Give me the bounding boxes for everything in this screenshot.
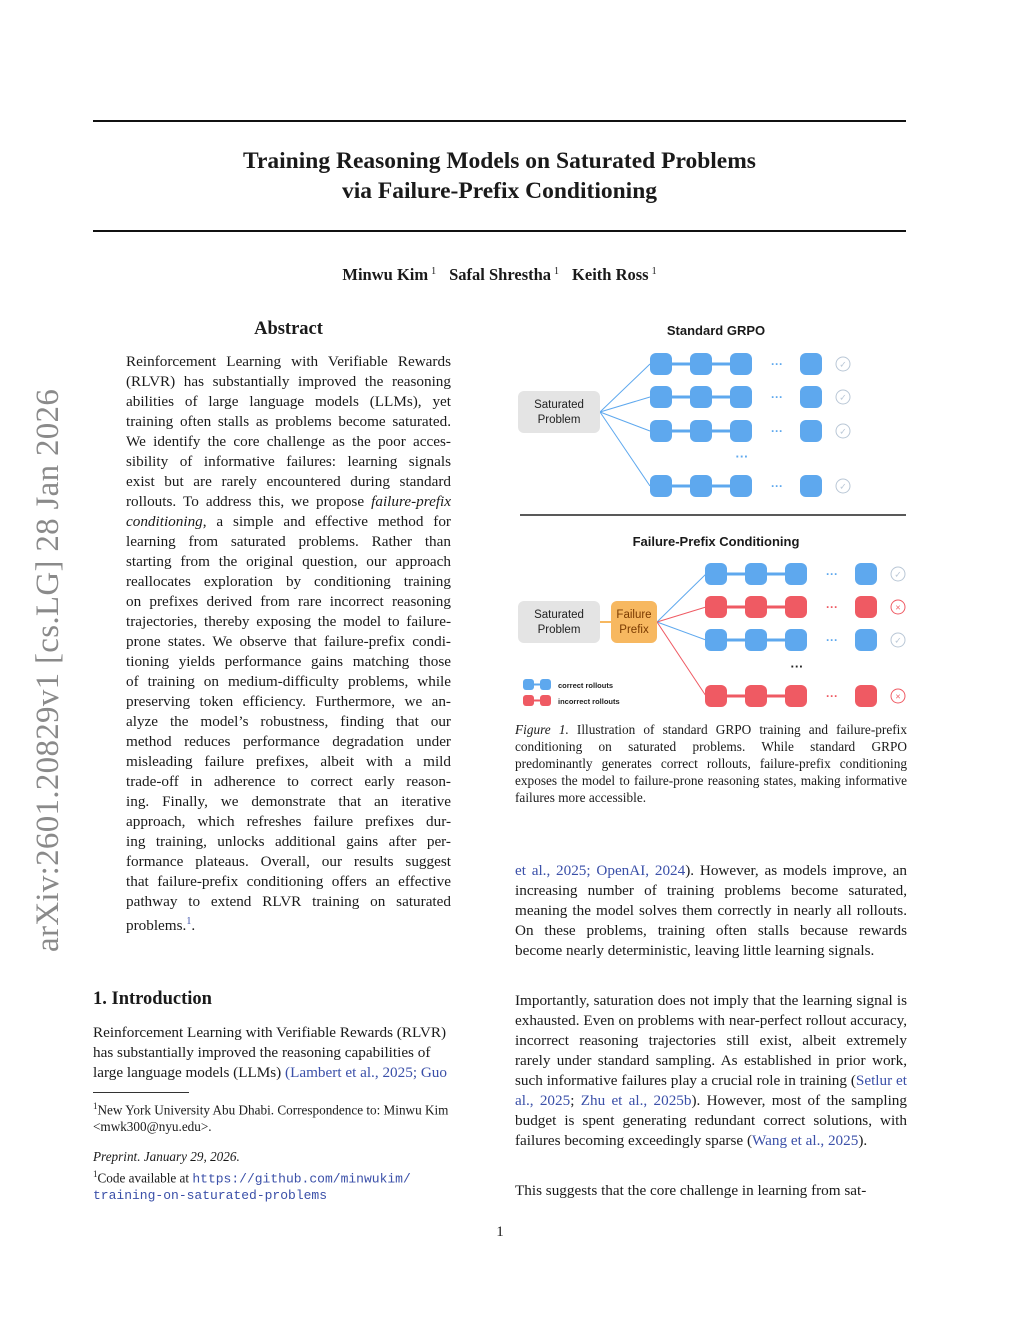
correct-final-node bbox=[800, 420, 822, 442]
abstract-line: method reduces performance degradation under bbox=[126, 733, 451, 750]
title-top-rule bbox=[93, 120, 906, 122]
right-paragraph-3: This suggests that the core challenge in learning from sat- bbox=[515, 1182, 867, 1199]
check-icon-glyph: ✓ bbox=[839, 481, 847, 492]
cross-icon-glyph: × bbox=[895, 602, 901, 613]
abstract-line: We identify the core challenge as the poor acces- bbox=[126, 433, 451, 450]
legend-correct-label: correct rollouts bbox=[558, 681, 614, 690]
footnote-code bbox=[93, 1166, 493, 1204]
failure-prefix-label: Prefix bbox=[619, 624, 649, 636]
abstract-heading: Abstract bbox=[254, 319, 323, 339]
rollout-ellipsis: ··· bbox=[826, 567, 838, 581]
correct-step-node bbox=[690, 475, 712, 497]
abstract-line: that failure-prefix conditioning offers an effective bbox=[126, 873, 451, 890]
arxiv-identifier: arXiv:2601.20829v1 [cs.LG] 28 Jan 2026 bbox=[30, 388, 66, 952]
correct-step-node bbox=[690, 353, 712, 375]
abstract-line: ing. Finally, we demonstrate that an iterative bbox=[126, 793, 451, 810]
correct-final-node bbox=[800, 353, 822, 375]
abstract-line: alyze the model’s robustness, finding that our bbox=[126, 713, 451, 730]
check-icon-glyph: ✓ bbox=[839, 359, 847, 370]
top-branch-lines bbox=[600, 364, 650, 486]
intro-line: large language models (LLMs) bbox=[93, 1064, 282, 1081]
code-url-link[interactable]: training-on-saturated-problems bbox=[93, 1188, 328, 1204]
abstract-line-text: problems. bbox=[126, 917, 187, 935]
author-affiliation: 1 bbox=[431, 266, 437, 277]
abstract-line: prone states. We observe that failure-prefix condi- bbox=[126, 633, 451, 650]
abstract-line: exist but are rarely encountered during standard bbox=[126, 473, 451, 490]
branch-line bbox=[600, 412, 650, 486]
correct-step-node bbox=[730, 420, 752, 442]
legend-incorrect-label: incorrect rollouts bbox=[558, 697, 620, 706]
abstract-line: abilities of large language models (LLMs), yet bbox=[126, 393, 451, 410]
correct-step-node bbox=[745, 563, 767, 585]
correct-step-node bbox=[730, 475, 752, 497]
correct-step-node bbox=[650, 386, 672, 408]
footnote-mark: 1 bbox=[93, 1169, 98, 1179]
abstract-line: approach, which refreshes failure prefixes dur- bbox=[126, 813, 451, 830]
correct-step-node bbox=[705, 563, 727, 585]
abstract-line: of training on medium-difficulty problems, while bbox=[126, 673, 451, 690]
figure-1 bbox=[510, 315, 910, 715]
abstract-line: training often stalls as problems become saturated. bbox=[126, 413, 451, 430]
correct-step-node bbox=[730, 386, 752, 408]
correct-final-node bbox=[800, 386, 822, 408]
title-bottom-rule bbox=[93, 230, 906, 232]
correct-step-node bbox=[745, 629, 767, 651]
citation-link[interactable]: et al., 2025; OpenAI, 2024 bbox=[515, 862, 686, 879]
citation-link[interactable]: Setlur et al., 2025 bbox=[515, 1072, 907, 1109]
correct-final-node bbox=[855, 629, 877, 651]
rollout-ellipsis: ··· bbox=[771, 424, 783, 438]
saturated-problem-label: Problem bbox=[537, 414, 581, 426]
author-name: Safal Shrestha bbox=[449, 265, 552, 284]
abstract-line: (RLVR) has substantially improved the reasoning bbox=[126, 373, 451, 390]
paper-title bbox=[93, 146, 906, 206]
abstract-line: preserving token efficiency. Furthermore, we an- bbox=[126, 693, 451, 710]
abstract-line: trade-off in adherence to correct early reason- bbox=[126, 773, 451, 790]
abstract-line: trajectories, thereby exposing the model to failure- bbox=[126, 613, 451, 630]
author-list bbox=[93, 265, 906, 285]
failure-prefix-box bbox=[611, 601, 657, 643]
intro-citation-link[interactable]: (Lambert et al., 2025; Guo bbox=[285, 1064, 447, 1081]
correct-step-node bbox=[785, 629, 807, 651]
saturated-problem-label: Saturated bbox=[534, 609, 584, 621]
more-rollouts-dots: ··· bbox=[790, 659, 804, 674]
page-number: 1 bbox=[496, 1224, 504, 1240]
abstract-line: Reinforcement Learning with Verifiable Rewards bbox=[126, 353, 451, 370]
footnote-text: New York University Abu Dhabi. Correspondence to: Minwu Kim <mwk300@nyu.edu>. bbox=[93, 1102, 449, 1135]
saturated-problem-label: Problem bbox=[537, 624, 581, 636]
abstract-line: ing training, unlocks additional gains after per- bbox=[126, 833, 451, 850]
figure-caption bbox=[515, 721, 907, 806]
figure-bottom-title: Failure-Prefix Conditioning bbox=[632, 534, 800, 549]
abstract-body bbox=[126, 352, 451, 936]
rollout-ellipsis: ··· bbox=[826, 689, 838, 703]
right-paragraph-1 bbox=[515, 861, 907, 961]
paragraph-text: Importantly, saturation does not imply that the learning signal is exhausted. Even on problems with near-perfect rollout accuracy, incorrect reasoning trajectories still exist, albeit extremely rarely under standard sampling. As established in prior work, such informative failures play a crucial role in training ( bbox=[515, 992, 907, 1089]
rollout-ellipsis: ··· bbox=[826, 633, 838, 647]
footnote-link[interactable]: 1 bbox=[186, 916, 192, 927]
intro-line: has substantially improved the reasoning capabilities of bbox=[93, 1044, 431, 1061]
correct-step-node bbox=[690, 420, 712, 442]
branch-line bbox=[657, 622, 706, 640]
check-icon-glyph: ✓ bbox=[894, 635, 902, 646]
legend-incorrect-swatch bbox=[540, 695, 551, 706]
saturated-problem-box bbox=[518, 601, 600, 643]
bottom-rollout-rows bbox=[705, 563, 905, 707]
incorrect-final-node bbox=[855, 685, 877, 707]
check-icon-glyph: ✓ bbox=[839, 392, 847, 403]
paragraph-text: ). bbox=[858, 1132, 868, 1149]
citation-link[interactable]: Wang et al., 2025 bbox=[752, 1132, 859, 1149]
correct-step-node bbox=[650, 420, 672, 442]
incorrect-step-node bbox=[745, 685, 767, 707]
rollout-ellipsis: ··· bbox=[826, 600, 838, 614]
incorrect-step-node bbox=[785, 596, 807, 618]
author-name: Keith Ross bbox=[572, 265, 649, 284]
incorrect-final-node bbox=[855, 596, 877, 618]
correct-step-node bbox=[690, 386, 712, 408]
intro-line: Reinforcement Learning with Verifiable Rewards (RLVR) bbox=[93, 1024, 447, 1041]
incorrect-step-node bbox=[705, 685, 727, 707]
preprint-date: Preprint. January 29, 2026. bbox=[93, 1149, 240, 1164]
correct-step-node bbox=[650, 353, 672, 375]
section-heading: 1. Introduction bbox=[93, 989, 212, 1009]
author-affiliation: 1 bbox=[651, 266, 657, 277]
citation-link[interactable]: Zhu et al., 2025b bbox=[580, 1092, 692, 1109]
abstract-line: tioning yields performance gains matching those bbox=[126, 653, 451, 670]
abstract-line: learning from saturated problems. Rather than bbox=[126, 533, 451, 550]
intro-paragraph bbox=[93, 1023, 485, 1083]
abstract-line: formance plateaus. Overall, our results suggest bbox=[126, 853, 451, 870]
check-icon-glyph: ✓ bbox=[894, 569, 902, 580]
legend-incorrect-swatch bbox=[523, 695, 534, 706]
footnote-text: Code available at bbox=[97, 1170, 190, 1186]
legend-correct-swatch bbox=[540, 679, 551, 690]
bottom-branch-lines bbox=[657, 574, 706, 696]
abstract-line: misleading failure prefixes, albeit with a mild bbox=[126, 753, 451, 770]
incorrect-step-node bbox=[705, 596, 727, 618]
incorrect-step-node bbox=[785, 685, 807, 707]
paragraph-text: ; bbox=[570, 1092, 581, 1109]
caption-label: Figure 1. bbox=[515, 722, 569, 737]
author-affiliation: 1 bbox=[554, 266, 560, 277]
correct-final-node bbox=[855, 563, 877, 585]
abstract-line: sibility of informative failures: learning signals bbox=[126, 453, 451, 470]
abstract-line: pathway to extend RLVR training on saturated bbox=[126, 893, 451, 910]
abstract-line: problems.$^1$. bbox=[126, 916, 196, 935]
saturated-problem-label: Saturated bbox=[534, 399, 584, 411]
paragraph-text: ). However, most of the sampling budget is spent generating redundant correct solutions, with failures becoming exceedingly sparse ( bbox=[515, 1092, 907, 1149]
title-line-2: via Failure-Prefix Conditioning bbox=[341, 178, 658, 204]
footnote-affiliation bbox=[93, 1098, 485, 1135]
saturated-problem-box bbox=[518, 391, 600, 433]
title-line-1: Training Reasoning Models on Saturated Problems bbox=[243, 148, 756, 174]
more-rollouts-dots: ··· bbox=[735, 449, 749, 464]
correct-step-node bbox=[650, 475, 672, 497]
author-name: Minwu Kim bbox=[342, 265, 429, 284]
branch-line bbox=[600, 412, 650, 431]
rollout-ellipsis: ··· bbox=[771, 390, 783, 404]
footnote-rule bbox=[93, 1092, 189, 1093]
right-paragraph-2 bbox=[515, 991, 907, 1151]
cross-icon-glyph: × bbox=[895, 691, 901, 702]
caption-text: Illustration of standard GRPO training and failure-prefix conditioning on saturated problems. While standard GRPO predominantly generates correct rollouts, failure-prefix conditioning exposes the model to failure-prone reasoning states, making informative failures more accessible. bbox=[515, 722, 907, 805]
rollout-ellipsis: ··· bbox=[771, 479, 783, 493]
failure-prefix-label: Failure bbox=[616, 609, 652, 621]
abstract-line: reallocates exploration by conditioning training bbox=[126, 573, 451, 590]
abstract-line: starting from the original question, our approach bbox=[126, 553, 451, 570]
code-url-link[interactable]: https://github.com/minwukim/ bbox=[192, 1171, 411, 1187]
incorrect-step-node bbox=[745, 596, 767, 618]
abstract-line: on prefixes derived from rare incorrect reasoning bbox=[126, 593, 451, 610]
top-rollout-rows bbox=[650, 353, 850, 497]
rollout-ellipsis: ··· bbox=[771, 357, 783, 371]
correct-step-node bbox=[785, 563, 807, 585]
correct-step-node bbox=[730, 353, 752, 375]
paragraph-text: ). However, as models improve, an increasing number of training problems become saturated, meaning the model solves them correctly in nearly all rollouts. On these problems, training often stalls because rewards become nearly deterministic, leaving little learning signals. bbox=[515, 862, 907, 959]
branch-line bbox=[657, 622, 706, 696]
abstract-line: rollouts. To address this, we propose failure-prefix bbox=[126, 493, 451, 510]
check-icon-glyph: ✓ bbox=[839, 426, 847, 437]
footnote-mark: 1 bbox=[93, 1101, 98, 1111]
correct-step-node bbox=[705, 629, 727, 651]
legend-correct-swatch bbox=[523, 679, 534, 690]
figure-top-title: Standard GRPO bbox=[666, 323, 766, 338]
correct-final-node bbox=[800, 475, 822, 497]
abstract-line: conditioning, a simple and effective method for bbox=[126, 513, 451, 530]
